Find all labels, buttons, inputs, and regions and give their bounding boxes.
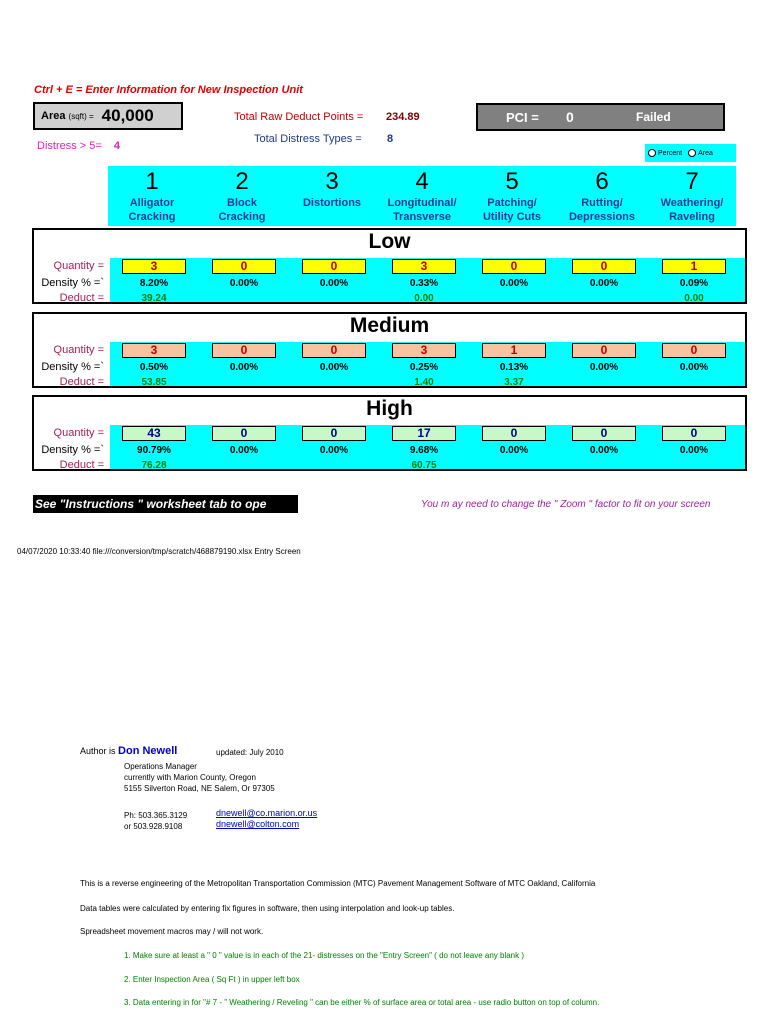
total-distress-types-value: 8 <box>387 133 394 145</box>
radio-area[interactable]: Area <box>688 149 713 157</box>
quantity-input[interactable]: 17 <box>392 426 456 441</box>
author-name: Don Newell <box>118 745 178 757</box>
quantity-input[interactable]: 0 <box>662 343 726 358</box>
total-raw-deduct-value: 234.89 <box>386 111 420 123</box>
quantity-label: Quantity = <box>53 260 104 272</box>
author-address: Operations Manager currently with Marion County, Oregon 5155 Silverton Road, NE Salem, Or 97305 <box>124 762 275 793</box>
distress-number: 1 <box>145 168 159 195</box>
density-label: Density % =` <box>41 444 104 456</box>
author-phone: Ph: 503.365.3129 or 503.928.9108 <box>124 811 188 831</box>
deduct-value: 0.00 <box>684 293 704 304</box>
density-value: 0.00% <box>679 362 709 373</box>
quantity-label: Quantity = <box>53 427 104 439</box>
paragraph: This is a reverse engineering of the Metropolitan Transportation Commission (MTC) Pavement Management Software of MTC Oakland, California <box>80 879 596 888</box>
shortcut-hint: Ctrl + E = Enter Information for New Inspection Unit <box>34 84 303 96</box>
density-value: 9.68% <box>409 445 439 456</box>
deduct-value: 0.00 <box>414 293 434 304</box>
distress-name: Alligator Cracking <box>128 197 176 223</box>
pci-value: 0 <box>566 109 574 125</box>
zoom-note: You m ay need to change the " Zoom " factor to fit on your screen <box>421 499 711 510</box>
quantity-input[interactable]: 0 <box>662 426 726 441</box>
quantity-input[interactable]: 0 <box>212 426 276 441</box>
density-value: 8.20% <box>139 278 169 289</box>
distress-name: Longitudinal/ Transverse <box>387 197 457 223</box>
distress-number: 2 <box>235 168 249 195</box>
quantity-input[interactable]: 0 <box>482 259 546 274</box>
print-footer: 04/07/2020 10:33:40 file:///conversion/tmp/scratch/468879190.xlsx Entry Screen <box>17 547 301 556</box>
area-box <box>33 102 183 130</box>
distress-column-header <box>288 166 376 210</box>
quantity-input[interactable]: 0 <box>302 259 366 274</box>
density-value: 0.00% <box>229 445 259 456</box>
instructions-banner: See "Instructions " worksheet tab to ope <box>33 495 298 513</box>
density-value: 0.00% <box>319 445 349 456</box>
quantity-input[interactable]: 0 <box>212 259 276 274</box>
distress-name: Rutting/ Depressions <box>568 197 636 223</box>
pci-box <box>476 103 725 131</box>
density-value: 0.00% <box>589 278 619 289</box>
author-emails <box>216 808 317 830</box>
paragraph: Data tables were calculated by entering fix figures in software, then using interpolation and look-up tables. <box>80 904 455 913</box>
pci-status: Failed <box>636 110 671 124</box>
deduct-value: 3.37 <box>504 377 524 388</box>
quantity-input[interactable]: 0 <box>572 426 636 441</box>
distress-column-header <box>558 166 646 224</box>
density-value: 0.00% <box>589 445 619 456</box>
radio-circle-icon <box>648 149 656 157</box>
quantity-input[interactable]: 0 <box>572 343 636 358</box>
pci-label: PCI = <box>506 110 539 125</box>
density-value: 0.00% <box>319 362 349 373</box>
distress-number: 3 <box>325 168 339 195</box>
total-raw-deduct-label: Total Raw Deduct Points = <box>234 111 364 123</box>
distress-column-header <box>378 166 466 224</box>
distress-column-header <box>108 166 196 224</box>
email-link[interactable]: dnewell@colton.com <box>216 819 300 829</box>
distress-name: Patching/ Utility Cuts <box>482 197 542 223</box>
severity-medium <box>32 312 747 388</box>
total-distress-types-label: Total Distress Types = <box>254 133 362 145</box>
severity-low <box>32 228 747 304</box>
severity-high <box>32 395 747 471</box>
density-value: 0.50% <box>139 362 169 373</box>
density-value: 0.00% <box>499 278 529 289</box>
updated-date: updated: July 2010 <box>216 748 284 757</box>
quantity-input[interactable]: 3 <box>122 343 186 358</box>
deduct-value: 1.40 <box>414 377 434 388</box>
quantity-input[interactable]: 43 <box>122 426 186 441</box>
deduct-value: 60.75 <box>411 460 437 471</box>
severity-title: High <box>366 397 413 420</box>
instruction-step: 2. Enter Inspection Area ( Sq Ft ) in upper left box <box>124 975 300 984</box>
author-line: Author is Don Newell <box>80 745 178 757</box>
quantity-input[interactable]: 0 <box>302 426 366 441</box>
area-input[interactable]: 40,000 <box>101 106 154 125</box>
severity-title: Low <box>368 230 411 253</box>
density-value: 0.00% <box>499 445 529 456</box>
density-value: 0.09% <box>679 278 709 289</box>
density-value: 0.13% <box>499 362 529 373</box>
distress-column-header <box>198 166 286 224</box>
distress-number: 7 <box>685 168 699 195</box>
weathering-unit-radio-group <box>645 144 736 162</box>
density-value: 0.00% <box>229 362 259 373</box>
quantity-input[interactable]: 0 <box>482 426 546 441</box>
distress-number: 5 <box>505 168 519 195</box>
instruction-step: 1. Make sure at least a " 0 " value is in each of the 21- distresses on the "Entry Screen" ( do not leave any blank ) <box>124 951 525 960</box>
distress-number: 6 <box>595 168 609 195</box>
density-label: Density % =` <box>41 361 104 373</box>
density-value: 0.33% <box>409 278 439 289</box>
deduct-label: Deduct = <box>59 376 104 388</box>
quantity-label: Quantity = <box>53 344 104 356</box>
quantity-input[interactable]: 3 <box>392 343 456 358</box>
quantity-input[interactable]: 1 <box>482 343 546 358</box>
distress-gt5: Distress > 5= 4 <box>37 140 120 152</box>
density-label: Density % =` <box>41 277 104 289</box>
distress-column-header <box>468 166 556 224</box>
radio-circle-icon <box>688 149 696 157</box>
density-value: 0.00% <box>589 362 619 373</box>
instruction-step: 3. Data entering in for "# 7 - " Weathering / Reveling " can be either % of surface area or total area - use radio button on top of column. <box>124 998 600 1007</box>
area-label: Area (sqft) = <box>41 110 94 122</box>
density-value: 0.00% <box>319 278 349 289</box>
distress-name: Block Cracking <box>218 197 266 223</box>
deduct-value: 53.85 <box>141 377 167 388</box>
quantity-input[interactable]: 3 <box>122 259 186 274</box>
quantity-input[interactable]: 0 <box>302 343 366 358</box>
deduct-value: 76.28 <box>141 460 167 471</box>
deduct-value: 39.24 <box>141 293 167 304</box>
paragraph: Spreadsheet movement macros may / will not work. <box>80 927 264 936</box>
density-value: 0.25% <box>409 362 439 373</box>
severity-title: Medium <box>349 314 430 337</box>
distress-name: Distortions <box>302 197 362 209</box>
distress-column-header <box>648 166 736 224</box>
deduct-label: Deduct = <box>59 292 104 304</box>
density-value: 0.00% <box>679 445 709 456</box>
quantity-input[interactable]: 3 <box>392 259 456 274</box>
deduct-label: Deduct = <box>59 459 104 471</box>
distress-number: 4 <box>415 168 429 195</box>
distress-header <box>108 166 736 226</box>
quantity-input[interactable]: 1 <box>662 259 726 274</box>
radio-percent[interactable]: Percent <box>648 149 682 157</box>
density-value: 0.00% <box>229 278 259 289</box>
distress-name: Weathering/ Raveling <box>660 197 724 223</box>
quantity-input[interactable]: 0 <box>572 259 636 274</box>
density-value: 90.79% <box>137 445 171 456</box>
email-link[interactable]: dnewell@co.marion.or.us <box>216 808 318 818</box>
quantity-input[interactable]: 0 <box>212 343 276 358</box>
